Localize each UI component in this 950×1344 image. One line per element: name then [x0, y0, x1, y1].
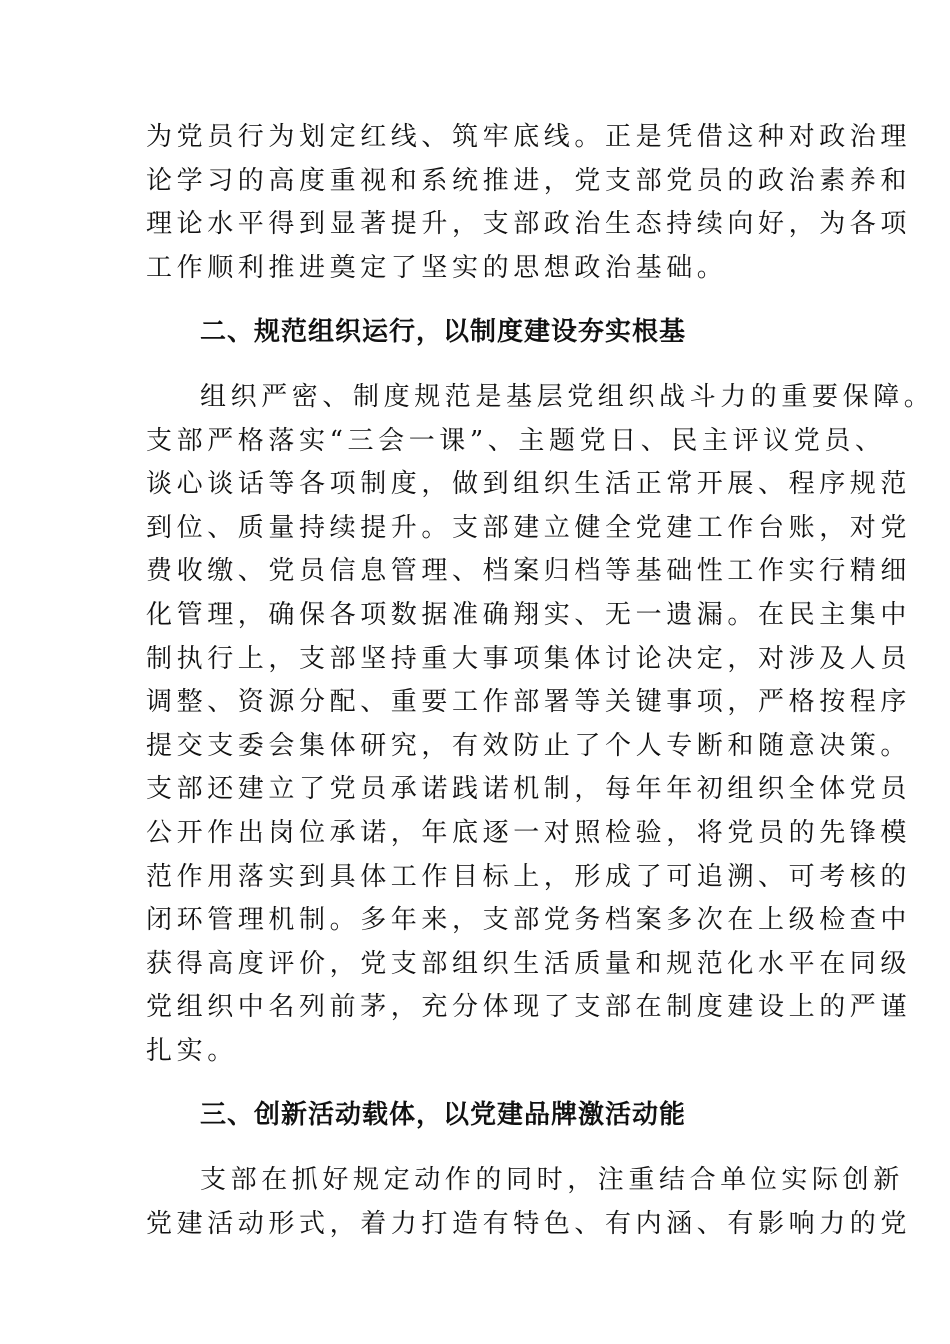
text-line: 获得高度评价，党支部组织生活质量和规范化水平在同级 [146, 948, 912, 979]
text-line: 论学习的高度重视和系统推进，党支部党员的政治素养和 [146, 165, 912, 196]
document-page [146, 116, 935, 1246]
text-line: 谈心谈话等各项制度，做到组织生活正常开展、程序规范 [146, 469, 912, 500]
text-line: 制执行上，支部坚持重大事项集体讨论决定，对涉及人员 [146, 643, 912, 674]
text-line: 调整、资源分配、重要工作部署等关键事项，严格按程序 [146, 687, 912, 718]
text-line: 党组织中名列前茅，充分体现了支部在制度建设上的严谨 [146, 992, 912, 1023]
text-line: 提交支委会集体研究，有效防止了个人专断和随意决策。 [146, 730, 912, 761]
section-heading-3: 三、创新活动载体，以党建品牌激活动能 [200, 1100, 687, 1131]
text-line: 费收缴、党员信息管理、档案归档等基础性工作实行精细 [146, 556, 912, 587]
text-line: 理论水平得到显著提升，支部政治生态持续向好，为各项 [146, 209, 912, 240]
text-line: 为党员行为划定红线、筑牢底线。正是凭借这种对政治理 [146, 122, 912, 152]
text-line: 范作用落实到具体工作目标上，形成了可追溯、可考核的 [146, 861, 912, 892]
text-line: 公开作出岗位承诺，年底逐一对照检验，将党员的先锋模 [146, 817, 912, 848]
text-line: 组织严密、制度规范是基层党组织战斗力的重要保障。 [200, 381, 935, 412]
text-line: 支部在抓好规定动作的同时，注重结合单位实际创新 [200, 1165, 904, 1196]
text-line: 化管理，确保各项数据准确翔实、无一遗漏。在民主集中 [146, 599, 912, 630]
text-line: 党建活动形式，着力打造有特色、有内涵、有影响力的党 [146, 1208, 912, 1239]
text-line: 扎实。 [146, 1035, 238, 1066]
paragraph-continuation [146, 116, 912, 290]
text-line: 到位、质量持续提升。支部建立健全党建工作台账，对党 [146, 512, 912, 543]
section-2-paragraph [146, 376, 935, 1074]
section-3-paragraph [146, 1159, 912, 1246]
text-line: 工作顺利推进奠定了坚实的思想政治基础。 [146, 252, 728, 283]
text-line: 闭环管理机制。多年来，支部党务档案多次在上级检查中 [146, 905, 912, 936]
section-heading-2: 二、规范组织运行，以制度建设夯实根基 [200, 317, 687, 348]
text-line: 支部严格落实“三会一课”、主题党日、民主评议党员、 [146, 425, 886, 456]
text-line: 支部还建立了党员承诺践诺机制，每年年初组织全体党员 [146, 774, 912, 805]
